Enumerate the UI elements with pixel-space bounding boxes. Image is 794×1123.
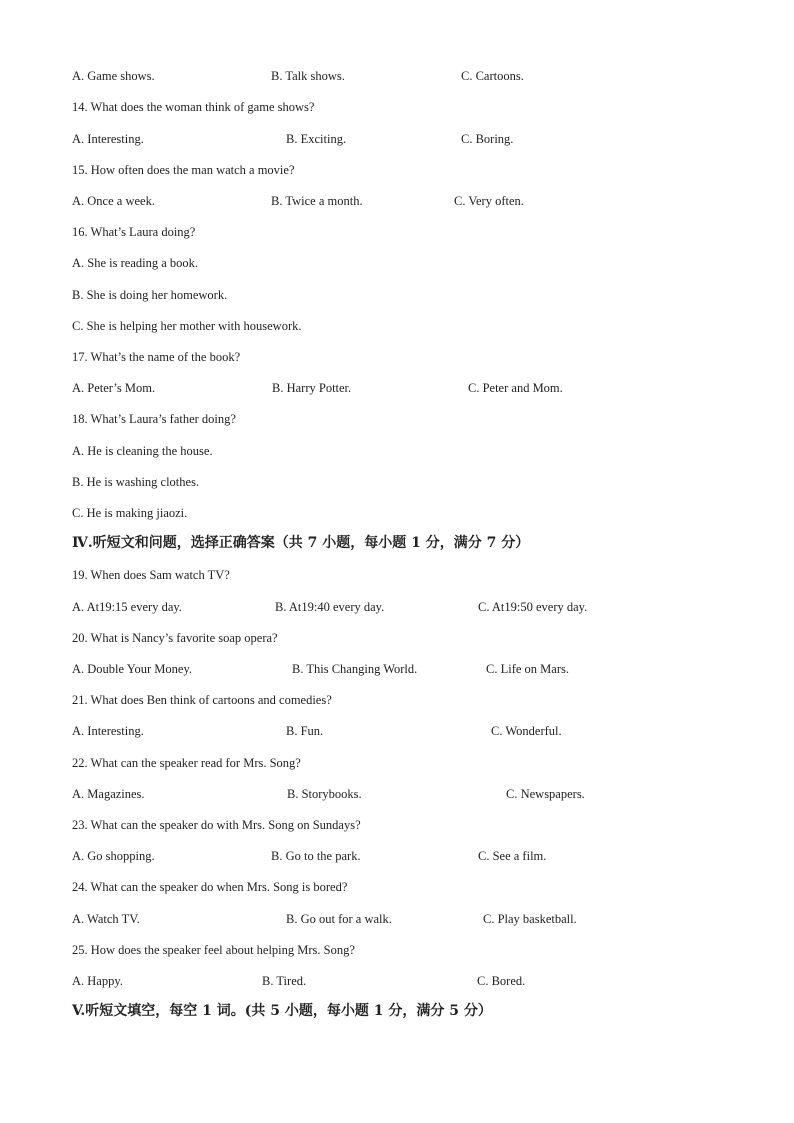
answer-option: C. She is helping her mother with housework. xyxy=(72,319,302,333)
answer-option: A. He is cleaning the house. xyxy=(72,444,213,458)
answer-option: B. Twice a month. xyxy=(271,194,363,208)
answer-option: C. He is making jiaozi. xyxy=(72,506,188,520)
answer-option: A. Game shows. xyxy=(72,69,155,83)
answer-option: B. Storybooks. xyxy=(287,787,362,801)
question-text: 20. What is Nancy’s favorite soap opera? xyxy=(72,631,278,645)
answer-option: A. Watch TV. xyxy=(72,912,140,926)
answer-option: C. At19:50 every day. xyxy=(478,600,588,614)
question-text: 24. What can the speaker do when Mrs. Song is bored? xyxy=(72,880,348,894)
answer-option: A. Interesting. xyxy=(72,132,144,146)
answer-option: B. Harry Potter. xyxy=(272,381,352,395)
answer-option: A. Happy. xyxy=(72,974,123,988)
answer-option: A. Magazines. xyxy=(72,787,145,801)
question-text: 15. How often does the man watch a movie? xyxy=(72,163,295,177)
answer-option: B. Go to the park. xyxy=(271,849,361,863)
answer-option: C. Cartoons. xyxy=(461,69,524,83)
question-text: 18. What’s Laura’s father doing? xyxy=(72,412,236,426)
question-text: 19. When does Sam watch TV? xyxy=(72,568,230,582)
answer-option: A. Once a week. xyxy=(72,194,155,208)
answer-option: B. Fun. xyxy=(286,724,324,738)
question-text: 14. What does the woman think of game shows? xyxy=(72,100,315,114)
section-heading: V.听短文填空，每空 1 词。(共 5 小题，每小题 1 分，满分 5 分） xyxy=(72,1003,492,1019)
answer-option: C. Newspapers. xyxy=(506,787,585,801)
question-text: 25. How does the speaker feel about helping Mrs. Song? xyxy=(72,943,355,957)
answer-option: B. Go out for a walk. xyxy=(286,912,392,926)
answer-option: A. She is reading a book. xyxy=(72,256,199,270)
answer-option: C. Boring. xyxy=(461,132,514,146)
answer-option: C. Very often. xyxy=(454,194,524,208)
answer-option: A. At19:15 every day. xyxy=(72,600,182,614)
answer-option: B. Tired. xyxy=(262,974,307,988)
answer-option: B. Talk shows. xyxy=(271,69,345,83)
question-text: 23. What can the speaker do with Mrs. Song on Sundays? xyxy=(72,818,361,832)
answer-option: A. Go shopping. xyxy=(72,849,155,863)
answer-option: C. Play basketball. xyxy=(483,912,577,926)
answer-option: C. Peter and Mom. xyxy=(468,381,563,395)
answer-option: A. Peter’s Mom. xyxy=(72,381,156,395)
answer-option: C. Life on Mars. xyxy=(486,662,569,676)
question-text: 21. What does Ben think of cartoons and comedies? xyxy=(72,693,332,707)
question-text: 16. What’s Laura doing? xyxy=(72,225,196,239)
answer-option: B. She is doing her homework. xyxy=(72,288,228,302)
question-text: 22. What can the speaker read for Mrs. Song? xyxy=(72,756,301,770)
answer-option: B. He is washing clothes. xyxy=(72,475,200,489)
answer-option: C. See a film. xyxy=(478,849,547,863)
answer-option: B. Exciting. xyxy=(286,132,347,146)
answer-option: A. Interesting. xyxy=(72,724,144,738)
answer-option: C. Bored. xyxy=(477,974,526,988)
section-heading: Ⅳ.听短文和问题，选择正确答案（共 7 小题，每小题 1 分，满分 7 分） xyxy=(72,535,530,551)
answer-option: A. Double Your Money. xyxy=(72,662,193,676)
answer-option: C. Wonderful. xyxy=(491,724,562,738)
question-text: 17. What’s the name of the book? xyxy=(72,350,241,364)
answer-option: B. This Changing World. xyxy=(292,662,418,676)
answer-option: B. At19:40 every day. xyxy=(275,600,385,614)
